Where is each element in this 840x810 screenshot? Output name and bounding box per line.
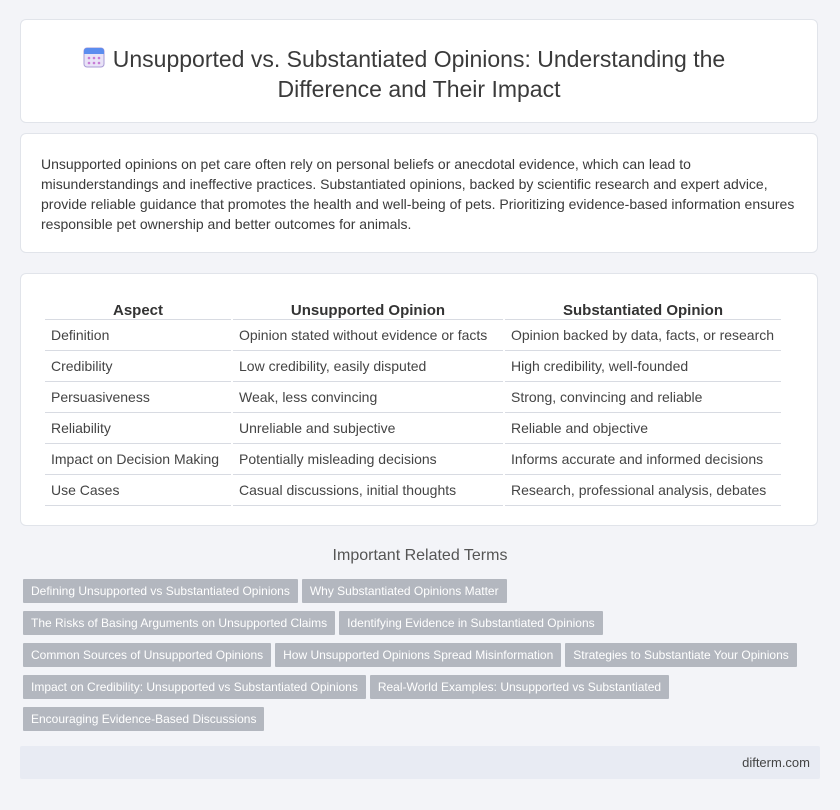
- related-term-tag[interactable]: Identifying Evidence in Substantiated Opinions: [339, 611, 603, 635]
- column-header-substantiated: Substantiated Opinion: [505, 296, 781, 320]
- table-cell: Research, professional analysis, debates: [505, 475, 781, 506]
- table-header-row: [45, 296, 781, 320]
- column-header-unsupported: Unsupported Opinion: [233, 296, 503, 320]
- related-term-tag[interactable]: How Unsupported Opinions Spread Misinformation: [275, 643, 561, 667]
- column-header-aspect: Aspect: [45, 296, 231, 320]
- table-cell: Persuasiveness: [45, 382, 231, 413]
- table-row: [45, 320, 781, 351]
- related-term-tag[interactable]: Why Substantiated Opinions Matter: [302, 579, 507, 603]
- table-row: [45, 382, 781, 413]
- table-cell: Unreliable and subjective: [233, 413, 503, 444]
- table-row: [45, 475, 781, 506]
- comparison-card: [20, 273, 818, 526]
- table-cell: Opinion stated without evidence or facts: [233, 320, 503, 351]
- table-row: [45, 351, 781, 382]
- page-title: [21, 44, 817, 104]
- page-title-line2: Difference and Their Impact: [277, 76, 561, 102]
- footer-site-link[interactable]: difterm.com: [742, 755, 810, 770]
- table-cell: Impact on Decision Making: [45, 444, 231, 475]
- table-cell: Use Cases: [45, 475, 231, 506]
- intro-card: [20, 133, 818, 253]
- table-cell: Definition: [45, 320, 231, 351]
- table-cell: Strong, convincing and reliable: [505, 382, 781, 413]
- related-term-tag[interactable]: Strategies to Substantiate Your Opinions: [565, 643, 796, 667]
- table-cell: Reliable and objective: [505, 413, 781, 444]
- intro-paragraph: Unsupported opinions on pet care often rely on personal beliefs or anecdotal evidence, which can lead to misunderstandings and ineffective practices. Substantiated opinions, backed by scientific research and expert advice, provide reliable guidance that promotes the health and well-being of pets. Prioritizing evidence-based information ensures responsible pet ownership and better outcomes for animals.: [41, 156, 795, 232]
- related-term-tag[interactable]: Impact on Credibility: Unsupported vs Substantiated Opinions: [23, 675, 366, 699]
- related-term-tag[interactable]: Real-World Examples: Unsupported vs Substantiated: [370, 675, 669, 699]
- title-card: [20, 19, 818, 123]
- comparison-table: [43, 296, 783, 506]
- footer: [20, 746, 820, 779]
- table-cell: Informs accurate and informed decisions: [505, 444, 781, 475]
- table-cell: Opinion backed by data, facts, or research: [505, 320, 781, 351]
- table-cell: Reliability: [45, 413, 231, 444]
- table-cell: Potentially misleading decisions: [233, 444, 503, 475]
- table-cell: Casual discussions, initial thoughts: [233, 475, 503, 506]
- table-row: [45, 413, 781, 444]
- table-cell: Weak, less convincing: [233, 382, 503, 413]
- table-cell: Low credibility, easily disputed: [233, 351, 503, 382]
- related-term-tag[interactable]: Common Sources of Unsupported Opinions: [23, 643, 271, 667]
- table-cell: Credibility: [45, 351, 231, 382]
- related-term-tag[interactable]: Encouraging Evidence-Based Discussions: [23, 707, 264, 731]
- related-terms-title: Important Related Terms: [332, 547, 508, 564]
- table-row: [45, 444, 781, 475]
- related-term-tag[interactable]: Defining Unsupported vs Substantiated Opinions: [23, 579, 298, 603]
- table-cell: High credibility, well-founded: [505, 351, 781, 382]
- page-title-line1: Unsupported vs. Substantiated Opinions: Understanding the: [112, 46, 726, 72]
- related-terms-tags: [23, 579, 823, 739]
- related-term-tag[interactable]: The Risks of Basing Arguments on Unsupported Claims: [23, 611, 335, 635]
